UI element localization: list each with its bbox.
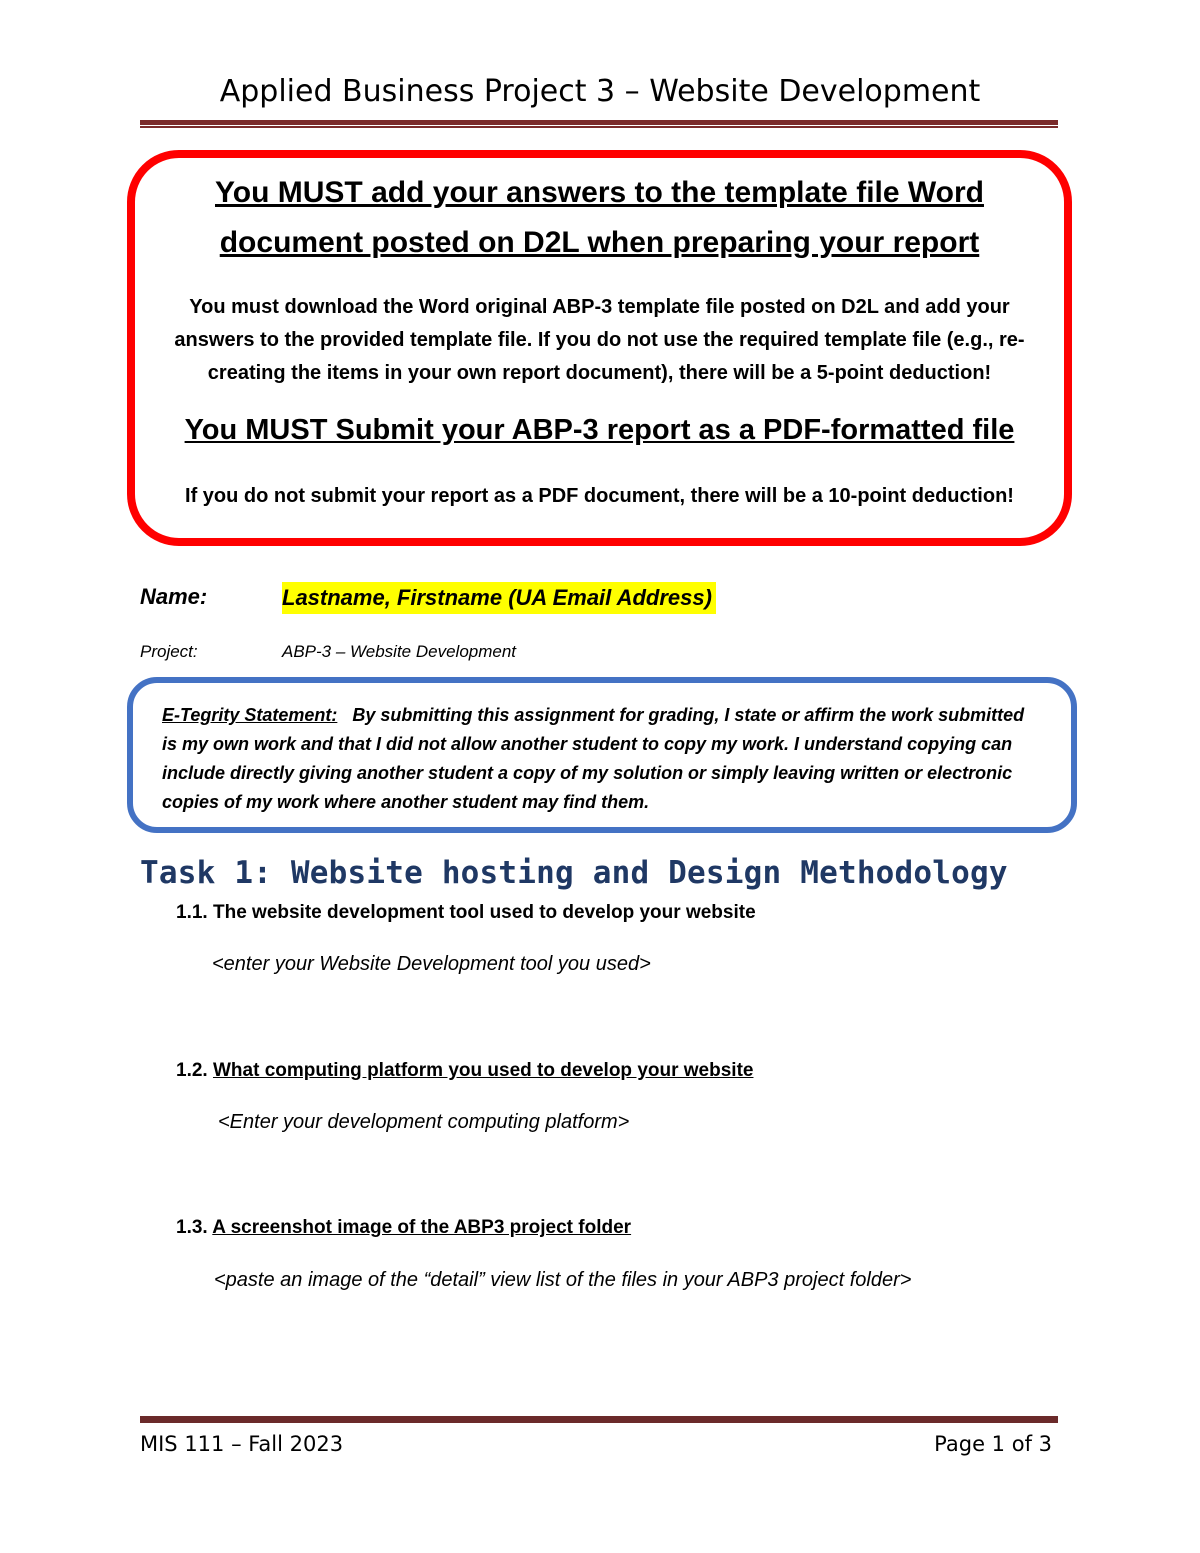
question-number: 1.1. xyxy=(176,902,208,923)
notice-heading-line1: You MUST add your answers to the template file Word xyxy=(215,176,984,209)
etegrity-line4: copies of my work where another student may find them. xyxy=(162,792,650,812)
question-number: 1.2. xyxy=(176,1060,208,1081)
footer-course: MIS 111 – Fall 2023 xyxy=(140,1432,344,1456)
answer-1-1[interactable]: <enter your Website Development tool you used> xyxy=(212,953,651,975)
notice-body-line2: answers to the provided template file. If you do not use the required template file (e.g., re- xyxy=(174,329,1025,351)
question-text: A screenshot image of the ABP3 project folder xyxy=(212,1217,632,1238)
etegrity-line2: is my own work and that I did not allow another student to copy my work. I understand copying can xyxy=(162,734,1013,754)
answer-1-3[interactable]: <paste an image of the “detail” view list of the files in your ABP3 project folder> xyxy=(214,1269,912,1291)
question-1-2 xyxy=(176,1060,753,1082)
question-number: 1.3. xyxy=(176,1217,208,1238)
question-text: What computing platform you used to develop your website xyxy=(212,1060,754,1081)
etegrity-line1: By submitting this assignment for grading, I state or affirm the work submitted xyxy=(352,705,1025,725)
page-header-title: Applied Business Project 3 – Website Development xyxy=(219,74,981,109)
footer-page-number: Page 1 of 3 xyxy=(934,1432,1052,1456)
etegrity-statement-box xyxy=(127,677,1077,833)
header-rule xyxy=(140,120,1058,125)
answer-1-2[interactable]: <Enter your development computing platform> xyxy=(218,1111,630,1133)
question-1-1 xyxy=(176,902,756,924)
project-value: ABP-3 – Website Development xyxy=(282,642,517,661)
etegrity-statement-text xyxy=(162,701,1062,817)
etegrity-line3: include directly giving another student a copy of my solution or simply leaving written or electronic xyxy=(162,763,1013,783)
notice-body-line3: creating the items in your own report document), there will be a 5-point deduction! xyxy=(207,362,992,384)
notice-body-line1: You must download the Word original ABP-3 template file posted on D2L and add your xyxy=(189,296,1010,318)
question-text: The website development tool used to develop your website xyxy=(212,902,756,923)
header-rule-thin xyxy=(140,126,1058,128)
notice-pdf-body: If you do not submit your report as a PDF document, there will be a 10-point deduction! xyxy=(185,485,1014,507)
name-value: Lastname, Firstname (UA Email Address) xyxy=(282,582,716,614)
submission-notice-box xyxy=(127,150,1072,546)
name-label: Name: xyxy=(140,584,208,609)
project-label: Project: xyxy=(140,642,198,661)
etegrity-label: E-Tegrity Statement: xyxy=(162,705,338,725)
task-1-title: Task 1: Website hosting and Design Methodology xyxy=(140,855,1008,891)
notice-pdf-heading: You MUST Submit your ABP-3 report as a PDF-formatted file xyxy=(184,414,1015,446)
footer-rule xyxy=(140,1416,1058,1423)
notice-heading-line2: document posted on D2L when preparing your report xyxy=(219,226,980,259)
question-1-3 xyxy=(176,1217,631,1239)
